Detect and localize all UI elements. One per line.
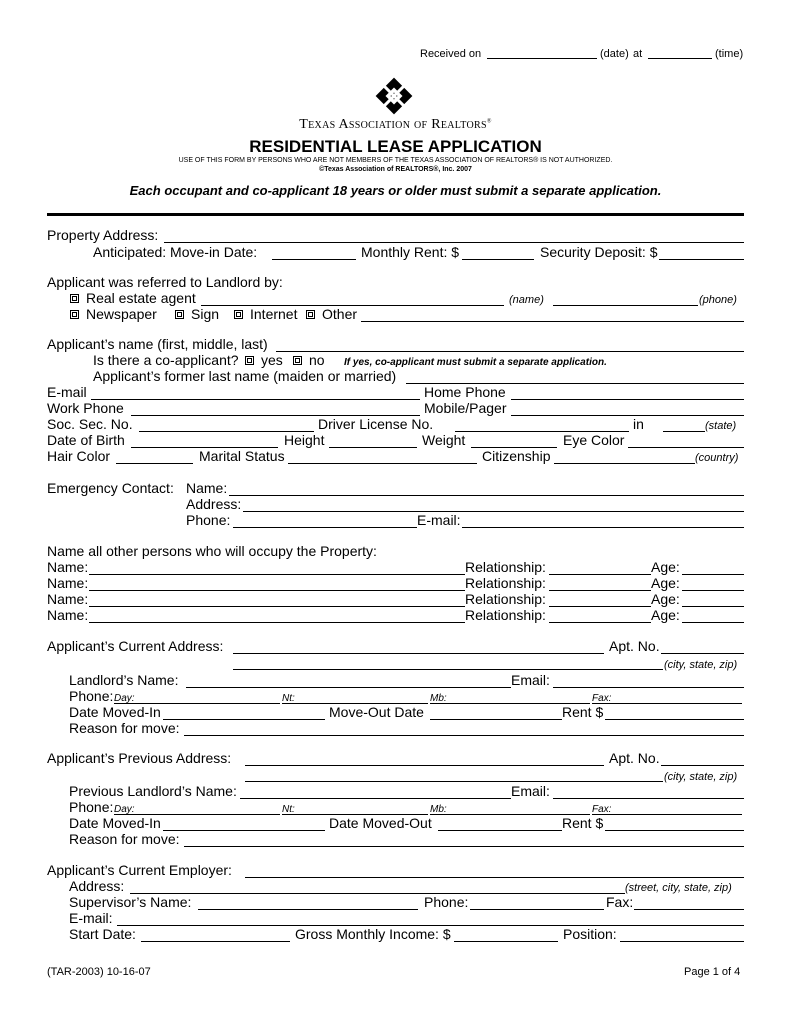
occupant-name-field[interactable]: [89, 606, 465, 607]
landlord-email-field[interactable]: [553, 687, 744, 688]
citizenship-label: Citizenship: [482, 448, 551, 464]
security-deposit-label: Security Deposit: $: [540, 244, 658, 260]
sign-checkbox[interactable]: [175, 310, 184, 319]
move-out-date-label: Move-Out Date: [329, 704, 424, 720]
landlord-email-label: Email:: [511, 672, 550, 688]
mobile-pager-field[interactable]: [511, 415, 744, 416]
previous-csz-caption-text: city, state, zip: [667, 771, 734, 783]
previous-reason-label: Reason for move:: [69, 831, 180, 847]
emergency-address-field[interactable]: [243, 511, 744, 512]
instruction-line: Each occupant and co-applicant 18 years or older must submit a separate application.: [129, 183, 662, 198]
previous-landlord-label: Previous Landlord’s Name:: [69, 783, 237, 799]
occupant-relationship-field[interactable]: [549, 622, 651, 623]
page-number: Page 1 of 4: [684, 966, 741, 978]
employer-phone-label: Phone:: [424, 894, 469, 910]
employer-address-caption: (street, city, state, zip): [625, 882, 732, 894]
current-apt-label: Apt. No.: [609, 638, 660, 654]
hair-color-field[interactable]: [116, 463, 193, 464]
employer-email-label: E-mail:: [69, 910, 113, 926]
employer-address-label: Address:: [69, 878, 125, 894]
emergency-phone-label: Phone:: [186, 512, 231, 528]
current-city-state-zip-field[interactable]: [233, 669, 663, 670]
occupants-label: Name all other persons who will occupy the Property:: [47, 543, 377, 559]
eye-color-field[interactable]: [628, 447, 744, 448]
agent-name-caption-text: name: [512, 294, 541, 306]
security-deposit-field[interactable]: [659, 259, 744, 260]
tar-logo-icon: [373, 75, 415, 117]
phone-fax-label: Fax:: [592, 693, 612, 704]
license-in-label: in: [633, 416, 644, 432]
emergency-contact-label: Emergency Contact:: [47, 480, 174, 496]
movein-date-label: Anticipated: Move-in Date:: [93, 244, 258, 260]
agent-phone-caption-text: phone: [702, 294, 734, 306]
previous-address-field[interactable]: [245, 765, 604, 766]
previous-csz-caption: (city, state, zip): [664, 771, 738, 783]
internet-checkbox[interactable]: [234, 310, 243, 319]
occupant-age-field[interactable]: [682, 590, 744, 591]
occupant-relationship-label: Relationship:: [465, 591, 546, 607]
work-phone-label: Work Phone: [47, 400, 124, 416]
previous-reason-field[interactable]: [184, 846, 744, 847]
prev-date-moved-in-label: Date Moved-In: [69, 815, 161, 831]
current-rent-label: Rent $: [562, 704, 604, 720]
employer-fax-field[interactable]: [634, 909, 744, 910]
occupant-relationship-label: Relationship:: [465, 559, 546, 575]
gross-income-label: Gross Monthly Income: $: [295, 926, 451, 942]
date-caption: (date): [600, 48, 629, 60]
current-reason-field[interactable]: [184, 735, 744, 736]
previous-rent-field[interactable]: [605, 830, 744, 831]
emergency-email-label: E-mail:: [417, 512, 461, 528]
occupant-name-field[interactable]: [89, 622, 465, 623]
coapplicant-yes-checkbox[interactable]: [245, 356, 254, 365]
phone-mobile-label: Mb:: [430, 693, 447, 704]
occupant-age-label: Age:: [651, 607, 680, 623]
ssn-label: Soc. Sec. No.: [47, 416, 133, 432]
previous-city-state-zip-field[interactable]: [245, 781, 663, 782]
internet-label: Internet: [250, 306, 298, 322]
logo-org-text: Texas Association of Realtors: [299, 117, 487, 132]
current-csz-caption-text: city, state, zip: [667, 659, 734, 671]
former-name-label: Applicant’s former last name (maiden or married): [93, 368, 397, 384]
dob-label: Date of Birth: [47, 432, 125, 448]
supervisor-label: Supervisor’s Name:: [69, 894, 192, 910]
newspaper-label: Newspaper: [86, 306, 157, 322]
emergency-name-label: Name:: [186, 480, 228, 496]
prev-date-moved-out-field[interactable]: [438, 830, 562, 831]
previous-apt-label: Apt. No.: [609, 750, 660, 766]
gross-income-field[interactable]: [454, 941, 558, 942]
received-on-label: Received on: [420, 48, 482, 60]
phone-night-label: Nt:: [282, 693, 295, 704]
current-reason-label: Reason for move:: [69, 720, 180, 736]
occupant-age-label: Age:: [651, 591, 680, 607]
occupant-name-label: Name:: [47, 575, 89, 591]
phone-day-label: Day:: [114, 693, 135, 704]
current-apt-field[interactable]: [661, 653, 744, 654]
real-estate-agent-label: Real estate agent: [86, 290, 196, 306]
occupant-relationship-field[interactable]: [549, 590, 651, 591]
occupant-relationship-field[interactable]: [549, 606, 651, 607]
form-code: (TAR-2003) 10-16-07: [47, 966, 151, 978]
occupant-relationship-field[interactable]: [549, 574, 651, 575]
property-address-label: Property Address:: [47, 227, 159, 243]
marital-status-field[interactable]: [288, 463, 477, 464]
other-referral-field[interactable]: [361, 321, 744, 322]
height-label: Height: [284, 432, 325, 448]
previous-phone-label: Phone:: [69, 799, 114, 815]
weight-label: Weight: [422, 432, 466, 448]
received-date-field[interactable]: [487, 58, 597, 59]
occupant-name-label: Name:: [47, 591, 89, 607]
form-title: RESIDENTIAL LEASE APPLICATION: [249, 137, 542, 156]
occupant-age-field[interactable]: [682, 574, 744, 575]
occupant-name-field[interactable]: [89, 574, 465, 575]
previous-address-label: Applicant’s Previous Address:: [47, 750, 232, 766]
citizenship-country-caption: (country): [695, 452, 739, 464]
eye-color-label: Eye Color: [563, 432, 625, 448]
applicant-name-label: Applicant’s name (first, middle, last): [47, 336, 268, 352]
email-field[interactable]: [91, 399, 420, 400]
citizenship-country-caption-text: country: [698, 452, 735, 464]
hair-color-label: Hair Color: [47, 448, 111, 464]
current-address-field[interactable]: [233, 653, 604, 654]
date-moved-in-label: Date Moved-In: [69, 704, 161, 720]
employer-phone-field[interactable]: [470, 909, 604, 910]
referral-label: Applicant was referred to Landlord by:: [47, 274, 283, 290]
previous-landlord-field[interactable]: [240, 798, 511, 799]
occupant-name-field[interactable]: [89, 590, 465, 591]
employer-address-field[interactable]: [130, 893, 625, 894]
home-phone-field[interactable]: [511, 399, 744, 400]
marital-status-label: Marital Status: [199, 448, 285, 464]
mobile-pager-label: Mobile/Pager: [424, 400, 507, 416]
current-address-label: Applicant’s Current Address:: [47, 638, 224, 654]
previous-rent-label: Rent $: [562, 815, 604, 831]
agent-name-caption: (name): [509, 294, 544, 306]
driver-license-label: Driver License No.: [318, 416, 434, 432]
newspaper-checkbox[interactable]: [70, 310, 79, 319]
at-label: at: [633, 48, 643, 60]
emergency-email-field[interactable]: [462, 527, 744, 528]
emergency-address-label: Address:: [186, 496, 242, 512]
agent-phone-field[interactable]: [553, 305, 698, 306]
other-label: Other: [322, 306, 358, 322]
email-label: E-mail: [47, 384, 87, 400]
height-field[interactable]: [329, 447, 417, 448]
date-moved-in-field[interactable]: [163, 719, 325, 720]
supervisor-field[interactable]: [198, 909, 418, 910]
monthly-rent-field[interactable]: [462, 259, 534, 260]
employer-field[interactable]: [245, 877, 744, 878]
landlord-phone-label: Phone:: [69, 688, 114, 704]
landlord-name-label: Landlord’s Name:: [69, 672, 179, 688]
usage-notice: USE OF THIS FORM BY PERSONS WHO ARE NOT MEMBERS OF THE TEXAS ASSOCIATION OF REALTORS® IS NOT AUTHORIZED.: [178, 157, 613, 164]
start-date-label: Start Date:: [69, 926, 136, 942]
home-phone-label: Home Phone: [424, 384, 506, 400]
previous-landlord-email-label: Email:: [511, 783, 550, 799]
move-out-date-field[interactable]: [430, 719, 562, 720]
prev-phone-fax-label: Fax:: [592, 804, 612, 815]
agent-phone-caption: (phone): [699, 294, 737, 306]
prev-phone-mobile-label: Mb:: [430, 804, 447, 815]
current-csz-caption: (city, state, zip): [664, 659, 738, 671]
start-date-field[interactable]: [141, 941, 290, 942]
other-checkbox[interactable]: [306, 310, 315, 319]
sign-label: Sign: [191, 306, 220, 322]
monthly-rent-label: Monthly Rent: $: [361, 244, 460, 260]
employer-label: Applicant’s Current Employer:: [47, 862, 232, 878]
property-address-field[interactable]: [164, 242, 744, 243]
occupant-name-label: Name:: [47, 607, 89, 623]
applicant-name-field[interactable]: [276, 351, 744, 352]
landlord-fax-field[interactable]: [592, 703, 742, 704]
prev-date-moved-in-field[interactable]: [163, 830, 325, 831]
occupant-age-label: Age:: [651, 559, 680, 575]
logo-registered-mark: ®: [486, 118, 492, 125]
coapplicant-note: If yes, co-applicant must submit a separate application.: [344, 357, 607, 368]
position-field[interactable]: [620, 941, 744, 942]
occupant-name-label: Name:: [47, 559, 89, 575]
occupant-age-label: Age:: [651, 575, 680, 591]
prev-date-moved-out-label: Date Moved-Out: [329, 815, 432, 831]
time-caption: (time): [715, 48, 744, 60]
real-estate-agent-checkbox[interactable]: [70, 294, 79, 303]
emergency-phone-field[interactable]: [233, 527, 417, 528]
landlord-name-field[interactable]: [186, 687, 511, 688]
occupant-relationship-label: Relationship:: [465, 575, 546, 591]
occupant-age-field[interactable]: [682, 606, 744, 607]
citizenship-field[interactable]: [554, 463, 695, 464]
occupant-age-field[interactable]: [682, 622, 744, 623]
received-time-field[interactable]: [648, 58, 712, 59]
previous-apt-field[interactable]: [661, 765, 744, 766]
license-state-caption: (state): [705, 420, 737, 432]
coapplicant-question: Is there a co-applicant?: [93, 352, 239, 368]
emergency-name-field[interactable]: [229, 495, 744, 496]
current-rent-field[interactable]: [605, 719, 744, 720]
previous-fax-field[interactable]: [592, 814, 742, 815]
license-state-caption-text: state: [708, 420, 733, 432]
movein-date-field[interactable]: [272, 259, 356, 260]
occupant-relationship-label: Relationship:: [465, 607, 546, 623]
license-state-field[interactable]: [663, 431, 705, 432]
logo-org-name: [0, 117, 791, 133]
employer-fax-label: Fax:: [606, 894, 634, 910]
coapplicant-no-checkbox[interactable]: [293, 356, 302, 365]
employer-address-caption-text: street, city, state, zip: [628, 882, 729, 894]
prev-phone-night-label: Nt:: [282, 804, 295, 815]
coapplicant-no-label: no: [309, 352, 325, 368]
copyright-line: ©Texas Association of REALTORS®, Inc. 2007: [319, 166, 472, 173]
position-label: Position:: [563, 926, 617, 942]
coapplicant-yes-label: yes: [261, 352, 283, 368]
previous-landlord-email-field[interactable]: [553, 798, 744, 799]
prev-phone-day-label: Day:: [114, 804, 135, 815]
header-divider: [47, 213, 744, 216]
